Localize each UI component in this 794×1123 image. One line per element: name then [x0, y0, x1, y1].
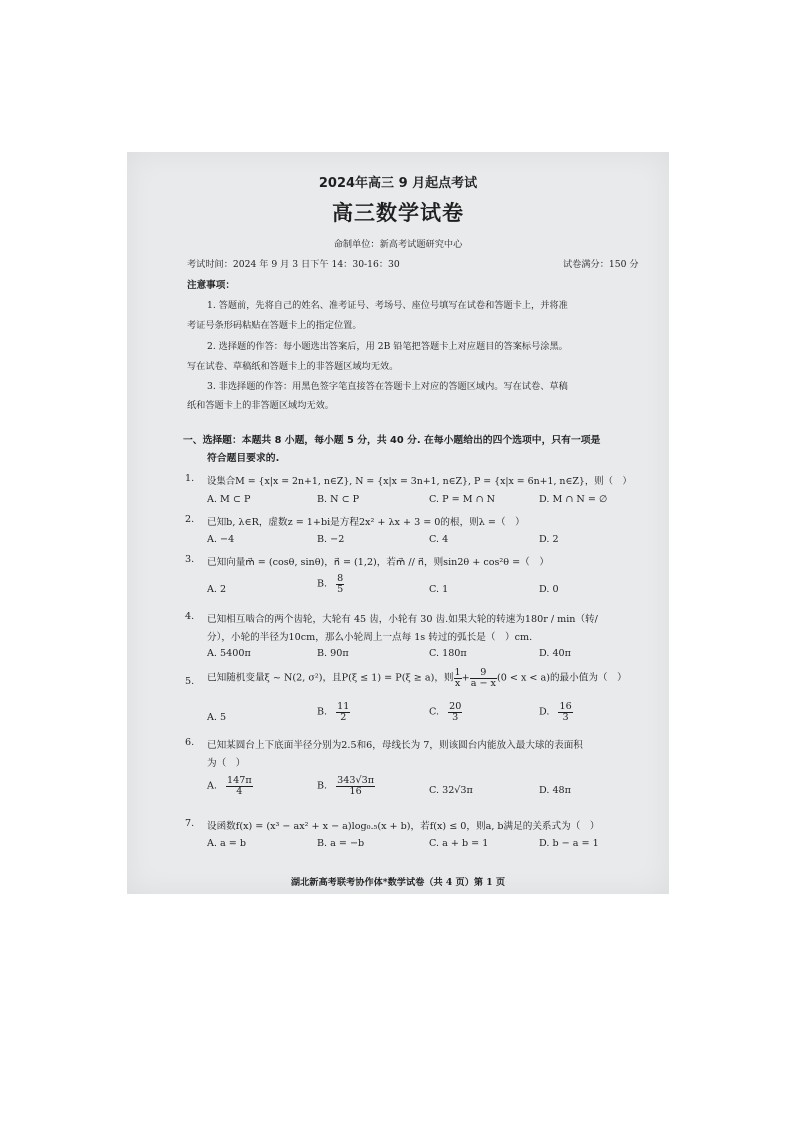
- q5-fraction-1-denominator: x: [454, 677, 461, 689]
- q5-fraction-1: [454, 668, 462, 688]
- q2-number: 2.: [185, 514, 195, 525]
- q3-stem: 已知向量m⃗ = (cosθ, sinθ)，n⃗ = (1,2)，若m⃗ // n⃗，则sin2θ + cos²θ =（ ）: [207, 557, 549, 568]
- q5-number: 5.: [185, 676, 195, 687]
- notes-heading: 注意事项：: [187, 280, 235, 291]
- issuer: 命制单位：新高考试题研究中心: [333, 239, 463, 250]
- q1-option-c: C. P = M ∩ N: [429, 494, 496, 505]
- q4-line-2: 分），小轮的半径为10cm，那么小轮周上一点每 1s 转过的弧长是（ ）cm.: [207, 632, 533, 643]
- note-2-line-2: 写在试卷、草稿纸和答题卡上的非答题区域均无效。: [187, 361, 399, 372]
- q5-option-b-denominator: 2: [340, 711, 347, 723]
- q1-option-a: A. M ⊂ P: [207, 494, 251, 505]
- q5-option-c: [429, 702, 462, 722]
- q5-option-d-fraction: [558, 702, 572, 722]
- q6-option-a: [207, 776, 253, 796]
- q2-option-c: C. 4: [429, 534, 449, 545]
- q6-line-1: 已知某圆台上下底面半径分别为2.5和6，母线长为 7，则该圆台内能放入最大球的表面积: [207, 740, 583, 751]
- q5-fraction-2: [470, 668, 497, 688]
- q5-option-c-numerator: 20: [449, 701, 462, 712]
- q6-option-b-numerator: 343√3π: [337, 775, 375, 786]
- q2-option-b: B. −2: [317, 534, 345, 545]
- q5-option-c-label: C.: [429, 706, 440, 718]
- q4-option-d: D. 40π: [539, 648, 571, 659]
- q7-option-d: D. b − a = 1: [539, 838, 599, 849]
- q7-option-b: B. a = −b: [317, 838, 365, 849]
- section-heading-line-1: 一、选择题：本题共 8 小题，每小题 5 分，共 40 分. 在每小题给出的四个选项中，只有一项是: [183, 435, 601, 446]
- q1-option-b: B. N ⊂ P: [317, 494, 360, 505]
- q4-number: 4.: [185, 611, 195, 622]
- q6-option-a-denominator: 4: [236, 785, 243, 797]
- q5-option-b-label: B.: [317, 706, 328, 718]
- q5-option-d-denominator: 3: [562, 711, 569, 723]
- page-footer: 湖北新高考联考协作体*数学试卷（共 4 页）第 1 页: [290, 877, 506, 888]
- q6-option-c: C. 32√3π: [429, 785, 473, 796]
- q6-option-b-label: B.: [317, 780, 328, 792]
- q6-option-a-fraction: [226, 776, 253, 796]
- q1-number: 1.: [185, 473, 195, 484]
- q6-option-b-fraction: [336, 776, 375, 796]
- subject-title: 高三数学试卷: [332, 201, 464, 225]
- note-3-line-1: 3. 非选择题的作答：用黑色签字笔直接答在答题卡上对应的答题区域内。写在试卷、草稿: [207, 381, 568, 392]
- q6-option-d: D. 48π: [539, 785, 571, 796]
- q5-option-b-numerator: 11: [337, 701, 350, 712]
- q3-option-c: C. 1: [429, 584, 449, 595]
- q7-number: 7.: [185, 818, 195, 829]
- q3-option-b-numerator: 8: [337, 573, 344, 584]
- q7-stem: 设函数f(x) = (x³ − ax² + x − a)log₀.₅(x + b)，若f(x) ≤ 0，则a, b满足的关系式为（ ）: [207, 821, 600, 832]
- q4-option-a: A. 5400π: [207, 648, 251, 659]
- q7-option-c: C. a + b = 1: [429, 838, 489, 849]
- q5-plus: +: [461, 672, 470, 684]
- q2-stem: 已知b, λ∈R，虚数z = 1+bi是方程2x² + λx + 3 = 0的根，则λ =（ ）: [207, 517, 525, 528]
- q5-stem-part-1: 已知随机变量ξ ~ N(2, σ²)，且P(ξ ≤ 1) = P(ξ ≥ a)，则: [207, 672, 454, 684]
- q5-fraction-2-denominator: a − x: [470, 677, 496, 689]
- q6-line-2: 为（ ）: [207, 758, 246, 769]
- q5-fraction-1-numerator: 1: [454, 667, 461, 678]
- q3-option-d: D. 0: [539, 584, 559, 595]
- q5-option-a: A. 5: [207, 712, 227, 723]
- note-2-line-1: 2. 选择题的作答：每小题选出答案后，用 2B 铅笔把答题卡上对应题目的答案标号涂黑。: [207, 341, 568, 352]
- q4-option-c: C. 180π: [429, 648, 467, 659]
- q3-option-b-denominator: 5: [337, 583, 344, 595]
- q6-option-b-denominator: 16: [349, 785, 362, 797]
- full-score: 试卷满分：150 分: [563, 259, 639, 270]
- q3-number: 3.: [185, 554, 195, 565]
- q4-option-b: B. 90π: [317, 648, 349, 659]
- q3-option-b-fraction: [336, 574, 344, 594]
- q5-option-d-numerator: 16: [559, 701, 572, 712]
- exam-name: 2024年高三 9 月起点考试: [318, 176, 478, 191]
- q2-option-a: A. −4: [207, 534, 235, 545]
- q1-option-d: D. M ∩ N = ∅: [539, 494, 608, 505]
- q1-stem: 设集合M = {x|x = 2n+1, n∈Z}, N = {x|x = 3n+1, n∈Z}, P = {x|x = 6n+1, n∈Z}，则（ ）: [207, 476, 632, 487]
- q6-option-b: [317, 776, 375, 796]
- q4-line-1: 已知相互啮合的两个齿轮，大轮有 45 齿，小轮有 30 齿.如果大轮的转速为180r / min（转/: [207, 614, 598, 625]
- exam-paper: [127, 152, 669, 894]
- q5-option-d: [539, 702, 573, 722]
- q7-option-a: A. a = b: [207, 838, 247, 849]
- q6-number: 6.: [185, 737, 195, 748]
- q5-option-d-label: D.: [539, 706, 550, 718]
- q5-fraction-2-numerator: 9: [470, 668, 497, 679]
- q5-stem-part-2: (0 < x < a)的最小值为（ ）: [496, 672, 627, 684]
- q5-option-b-fraction: [336, 702, 350, 722]
- q2-option-d: D. 2: [539, 534, 559, 545]
- q5-stem: [207, 668, 627, 688]
- note-1-line-1: 1. 答题前，先将自己的姓名、准考证号、考场号、座位号填写在试卷和答题卡上，并将准: [207, 300, 568, 311]
- q6-option-a-label: A.: [207, 780, 217, 792]
- q3-option-b: [317, 574, 344, 594]
- q3-option-a: A. 2: [207, 584, 227, 595]
- exam-time: 考试时间：2024 年 9 月 3 日下午 14：30-16：30: [187, 259, 400, 270]
- note-1-line-2: 考证号条形码粘贴在答题卡上的指定位置。: [187, 320, 362, 331]
- note-3-line-2: 纸和答题卡上的非答题区域均无效。: [187, 400, 334, 411]
- q5-option-b: [317, 702, 350, 722]
- q6-option-a-numerator: 147π: [227, 775, 252, 786]
- q5-option-c-fraction: [448, 702, 462, 722]
- q5-option-c-denominator: 3: [452, 711, 459, 723]
- section-heading-line-2: 符合题目要求的.: [207, 453, 280, 464]
- q3-option-b-label: B.: [317, 578, 328, 590]
